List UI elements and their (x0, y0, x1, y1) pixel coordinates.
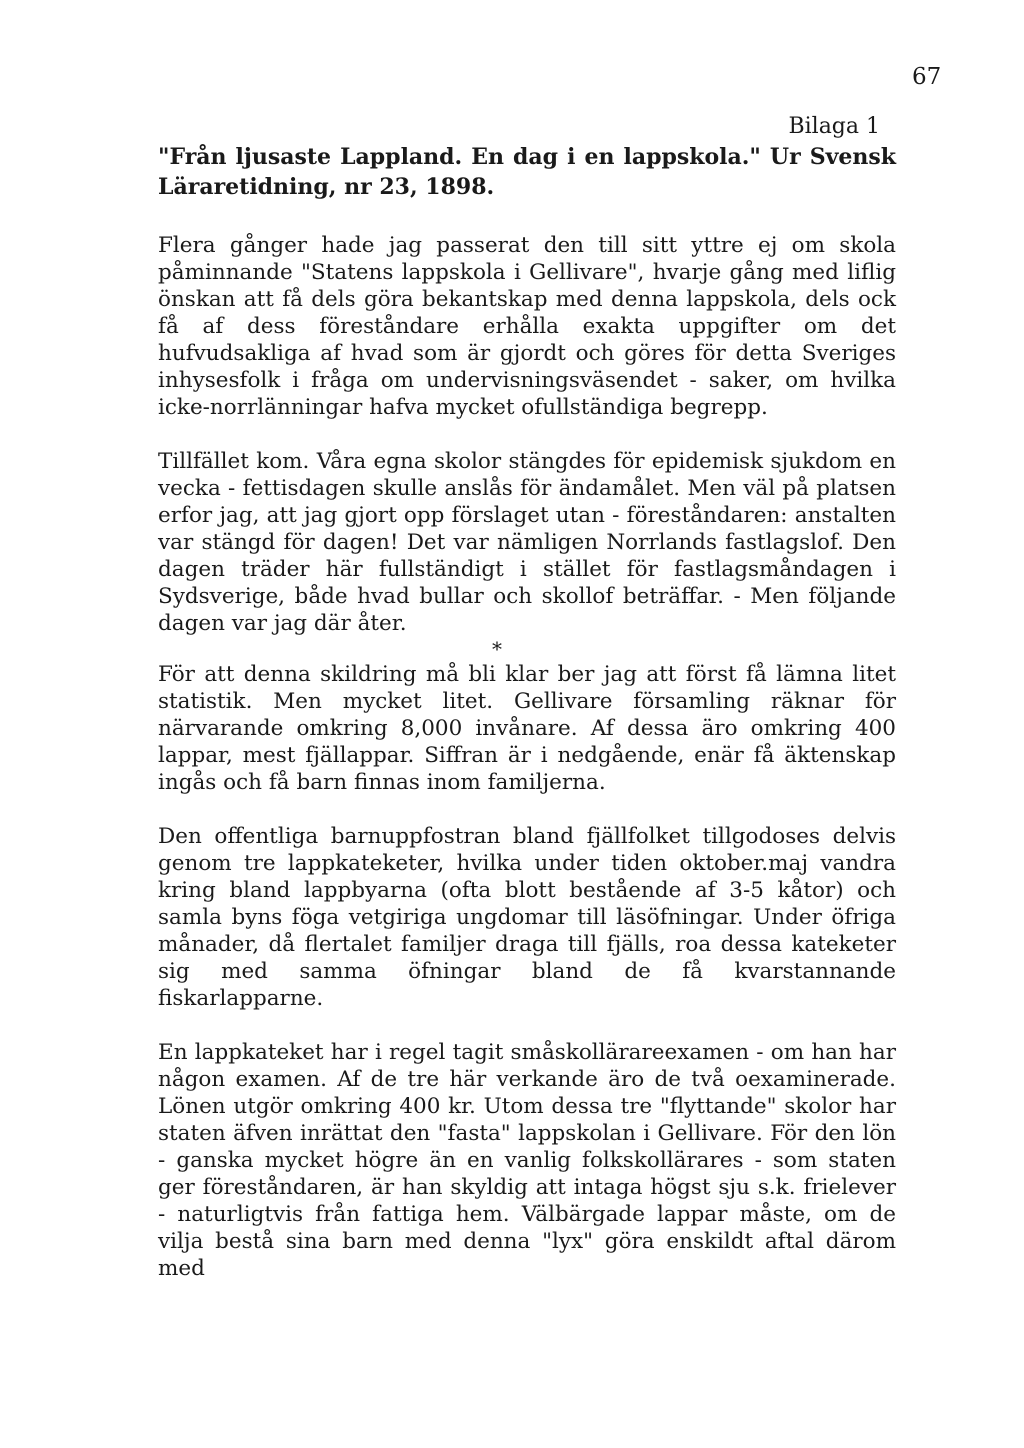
section-separator: * (492, 637, 502, 661)
paragraph-4: Den offentliga barnuppfostran bland fjällfolket tillgodoses delvis genom tre lappkateketer, hvilka under tiden oktober.maj vandra kring bland lappbyarna (ofta blott bestående af 3-5 kåtor) och samla byns föga vetgiriga ungdomar till läsöfningar. Under öfriga månader, då flertalet familjer draga till fjälls, roa dessa kateketer sig med samma öfningar bland de få kvarstannande fiskarlapparne. (158, 824, 896, 1011)
document-heading: "Från ljusaste Lappland. En dag i en lappskola." Ur Svensk Läraretidning, nr 23, 1898. (158, 144, 896, 200)
paragraph-3: För att denna skildring må bli klar ber jag att först få lämna litet statistik. Men mycket litet. Gellivare församling räknar för närvarande omkring 8,000 invånare. Af dessa äro omkring 400 lappar, mest fjällappar. Siffran är i nedgående, enär få äktenskap ingås och få barn finnas inom familjerna. (158, 662, 896, 795)
appendix-label: Bilaga 1 (788, 114, 880, 139)
paragraph-1: Flera gånger hade jag passerat den till sitt yttre ej om skola påminnande "Statens lappskola i Gellivare", hvarje gång med liflig önskan att få dels göra bekantskap med denna lappskola, dels ock få af dess föreståndare erhålla exakta uppgifter om det hufvudsakliga af hvad som är gjordt och göres för detta Sveriges inhysesfolk i fråga om undervisningsväsendet - saker, om hvilka icke-norrlänningar hafva mycket ofullständiga begrepp. (158, 233, 896, 420)
paragraph-5: En lappkateket har i regel tagit småskollärareexamen - om han har någon examen. Af de tre här verkande äro de två oexaminerade. Lönen utgör omkring 400 kr. Utom dessa tre "flyttande" skolor har staten äfven inrättat den "fasta" lappskolan i Gellivare. För den lön - ganska mycket högre än en vanlig folkskollärares - som staten ger föreståndaren, är han skyldig att intaga högst sju s.k. frielever - naturligtvis från fattiga hem. Välbärgade lappar måste, om de vilja bestå sina barn med denna "lyx" göra enskildt aftal därom med (158, 1040, 896, 1281)
paragraph-2: Tillfället kom. Våra egna skolor stängdes för epidemisk sjukdom en vecka - fettisdagen skulle anslås för ändamålet. Men väl på platsen erfor jag, att jag gjort opp förslaget utan - föreståndaren: anstalten var stängd för dagen! Det var nämligen Norrlands fastlagslof. Den dagen träder här fullständigt i stället för fastlagsmåndagen i Sydsverige, både hvad bullar och skollof beträffar. - Men följande dagen var jag där åter. (158, 449, 896, 636)
document-body (158, 112, 896, 1282)
page-number: 67 (912, 64, 942, 90)
